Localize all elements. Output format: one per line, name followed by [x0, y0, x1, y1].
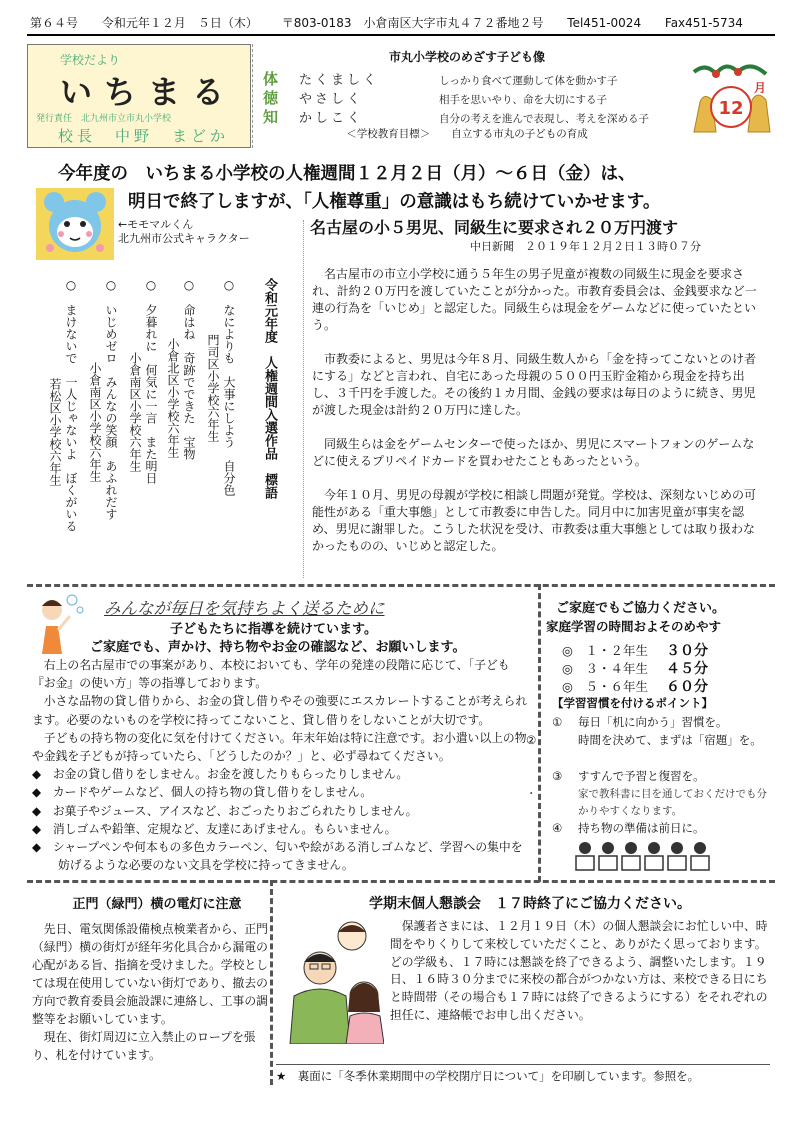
habit-text: 持ち物の準備は前日に。 [578, 821, 705, 835]
masthead-principal: 校長 中野 まどか [58, 127, 230, 145]
ideal-key: 体 [263, 70, 279, 88]
headline-line-1: 今年度の いちまる小学校の人権週間１２月２日（月）～６日（金）は、 [58, 164, 636, 184]
poem-author: 小倉南区小学校六年生 [88, 362, 102, 482]
poem-news-divider [303, 220, 304, 578]
rule-item: ◆ お金の貸し借りをしません。お金を渡したりもらったりしません。 [32, 767, 409, 782]
rule-item: ◆ 消しゴムや鉛筆、定規など、友達にあげません。もらいません。 [32, 821, 397, 836]
back-page-note: ★ 裏面に「冬季休業期間中の学校閉庁日について」を印刷しています。参照を。 [276, 1069, 700, 1083]
ideal-row-virtue [263, 87, 673, 105]
grade-label: １・２年生 [585, 643, 648, 658]
middle-section-title: みんなが毎日を気持ちよく送るために [104, 599, 385, 618]
habit-text: 家で教科書に目を通しておくだけでも分かりやすくなります。 [578, 788, 767, 817]
header-rule [27, 34, 775, 36]
section-divider-bottom [27, 880, 775, 883]
poem-text: ○ 夕暮れに 何気に一言 また明日 [144, 278, 158, 484]
news-paragraph: 市教委によると、男児は今年８月、同級生数人から「金を持ってこないとのけ者にする」などと言われ、自宅にあった母親の５００円玉貯金箱から現金を持ち出し、３千円を手渡した。その後約１カ月間、金銭の要求は毎日のように続き、男児が渡した現金は計約２０万円に達した。 [312, 352, 757, 417]
issue-number: 第６４号 [30, 16, 79, 30]
habit-item [526, 786, 767, 820]
habit-item [526, 732, 767, 749]
rule-item: ◆ シャープペンや何本もの多色カラーペン、匂いや絵がある消しゴムなど、学習への集中を妨げるような必要のない文具を学校に持ってきません。 [32, 840, 523, 873]
rule-item: ◆ お菓子やジュース、アイスなど、おごったりおごられたりしません。 [32, 803, 418, 818]
poem-text: ○ まけないで 一人じゃないよ ぼくがいる [64, 278, 78, 532]
human-rights-headline [40, 160, 760, 216]
grade-mark: ◎ [562, 643, 573, 658]
habit-text: すすんで予習と復習を。 [578, 769, 705, 783]
ideal-title: 市丸小学校のめざす子ども像 [388, 50, 545, 64]
habit-text: 毎日「机に向かう」習慣を。 [578, 715, 728, 729]
news-paragraph: 名古屋市の市立小学校に通う５年生の男子児童が複数の同級生に現金を要求され、計約２０万円を渡していたことが分かった。市教育委員会は、金銭要求など一連の行為を「いじめ」と認定した。同級生らは現金をゲームなどに使っていたという。 [312, 267, 757, 332]
grade-row [562, 676, 708, 696]
middle-paragraph: 子どもの持ち物の変化に気を付けてください。年末年始は特に注意です。お小遣い以上の物や金銭を子どもが持っていたら、「どうしたのか？」と、必ず尋ねてください。 [32, 730, 527, 764]
mascot-caption-desc: 北九州市公式キャラクター [118, 232, 250, 245]
gate-paragraph: 先日、電気関係設備検点検業者から、正門（緑門）横の街灯が経年劣化具合から漏電の心配がある旨、指摘を受けました。学校としては現在使用していない街灯であり、撤去の方向で教育委員会施設課に連絡し、工事の調整等をお願いしています。 [32, 922, 268, 1026]
habit-item [552, 768, 767, 785]
middle-paragraph: 右上の名古屋市での事案があり、本校においても、学年の発達の段階に応じて、「子ども『お金』の使い方」等の指導しております。 [32, 658, 510, 691]
conference-title: 学期末個人懇談会 １７時終了にご協力ください。 [369, 896, 691, 912]
news-source: 中日新聞 ２０１９年１２月２日１３時０７分 [470, 240, 701, 253]
ideal-row-body [263, 68, 673, 86]
grade-label: ３・４年生 [585, 661, 648, 676]
conference-body [390, 918, 768, 1025]
school-goal: ＜学校教育目標＞ 自立する市丸の子どもの育成 [346, 128, 588, 140]
ideal-value: たくましく [299, 73, 380, 88]
home-study-subtitle: 家庭学習の時間およそのめやす [546, 619, 722, 634]
habit-num: ② [526, 733, 537, 747]
poem-author: 門司区小学校六年生 [206, 334, 220, 442]
masthead-issuer: 発行責任 北九州市立市丸小学校 [36, 114, 172, 124]
masthead-title: いちまる [60, 73, 237, 111]
poem-text: ○ なによりも 大事にしよう 自分色 [222, 278, 236, 496]
middle-subtitle-2: ご家庭でも、声かけ、持ち物やお金の確認など、お願いします。 [90, 640, 466, 655]
habit-item [552, 714, 767, 731]
poem-author: 小倉南区小学校六年生 [128, 352, 142, 472]
masthead-subtitle: 学校だより [60, 53, 121, 67]
habit-num: ④ [552, 821, 563, 835]
grade-row [562, 640, 708, 660]
ideal-child-box [252, 44, 680, 148]
mascot-caption [118, 218, 250, 246]
ideal-key: 徳 [263, 89, 279, 107]
note-rule [276, 1064, 770, 1065]
poems-block [36, 278, 298, 578]
middle-paragraph: 小さな品物の貸し借りから、お金の貸し借りやその強要にエスカレートすることが考えられます。必要のないものを学校に持ってこないこと、貸し借りをしないことが大切です。 [32, 694, 528, 727]
gate-light-title: 正門（緑門）横の電灯に注意 [72, 897, 242, 912]
ideal-desc: 自分の考えを進んで表現し、考えを深める子 [439, 113, 649, 125]
rule-item: ◆ カードやゲームなど、個人の持ち物の貸し借りをしません。 [32, 785, 373, 800]
gate-paragraph: 現在、街灯周辺に立入禁止のロープを張り、札を付けています。 [32, 1030, 256, 1062]
issue-date: 令和元年１２月 ５日（木） [101, 16, 258, 30]
habit-title: 【学習習慣を付けるポイント】 [552, 696, 713, 710]
poems-title: 令和元年度 人権週間入選作品 標語 [262, 278, 277, 499]
poem-author: 若松区小学校六年生 [48, 378, 62, 486]
middle-body [32, 656, 530, 874]
ideal-key: 知 [263, 108, 279, 126]
ideal-value: やさしく [299, 92, 364, 107]
grade-label: ５・６年生 [585, 679, 648, 694]
girl-with-bubbles-illustration [34, 592, 84, 658]
mascot-caption-name: ←モモマルくん [118, 218, 194, 231]
middle-subtitle-1: 子どもたちに指導を続けています。 [170, 622, 377, 637]
header-line [30, 14, 770, 32]
ideal-value: かしこく [299, 111, 364, 126]
grade-mark: ◎ [562, 661, 573, 676]
conference-paragraph: 保護者さまには、１２月１９日（木）の個人懇談会にお忙しい中、時間をやりくりして来校していただくこと、ありがたく思っております。どの学級も、１７時には懇談を終了できるよう、調整いたします。１９日、１６時３０分までに来校の都合がつかない方は、来校できる日にちと時間帯（その場合も１７時には終了できるようにする）をそれぞれの担任に、連絡帳でお申し出ください。 [390, 919, 768, 1022]
month-badge-number: 12 [718, 98, 744, 119]
habit-num: ・ [526, 788, 537, 800]
home-study-title: ご家庭でもご協力ください。 [556, 601, 726, 616]
news-paragraph: 今年１０月、男児の母親が学校に相談し問題が発覚。学校は、深刻ないじめの可能性がある「重大事態」として市教委に申告した。同月中に加害児童が事実を認め、男児に謝罪した。こうした状況を受け、市教委は重大事態としては取り扱わなかったものの、いじめと認定した。 [312, 488, 757, 553]
habit-num: ③ [552, 769, 563, 783]
section-divider-top [27, 584, 775, 587]
teacher-parent-meeting-illustration [276, 916, 384, 1044]
momomaru-mascot-illustration [36, 188, 114, 260]
habit-num: ① [552, 715, 563, 729]
masthead [27, 44, 251, 148]
month-badge-illustration [686, 52, 776, 142]
poem-text: ○ 命はね 奇跡でできた 宝物 [182, 278, 196, 460]
school-address: 〒803-0183 小倉南区大字市丸４７２番地２号 [281, 16, 544, 30]
grade-row [562, 658, 708, 678]
habit-item [552, 820, 767, 837]
school-tel: Tel451-0024 [567, 16, 642, 30]
grade-time: ４５分 [665, 661, 708, 677]
ideal-row-knowledge [263, 106, 673, 124]
poem-text: ○ いじめゼロ みんなの笑顔 あふれだす [104, 278, 118, 520]
section-divider-middle [538, 584, 541, 882]
month-badge-unit: 月 [753, 81, 767, 95]
poem-author: 小倉北区小学校六年生 [166, 338, 180, 458]
studying-children-illustration [570, 840, 720, 874]
news-body [312, 266, 764, 572]
headline-line-2: 明日で終了しますが、「人権尊重」の意識はもち続けていかせます。 [128, 192, 661, 212]
grade-time: ３０分 [665, 643, 708, 659]
ideal-desc: しっかり食べて運動して体を動かす子 [439, 75, 618, 87]
habit-text: 時間を決めて、まずは「宿題」を。 [578, 733, 762, 747]
grade-mark: ◎ [562, 679, 573, 694]
grade-time: ６０分 [665, 679, 708, 695]
gate-light-body [32, 920, 268, 1064]
news-paragraph: 同級生らは金をゲームセンターで使ったほか、男児にスマートフォンのゲームなどに使えるプリペイドカードを買わせたこともあったという。 [312, 437, 755, 468]
ideal-desc: 相手を思いやり、命を大切にする子 [439, 94, 607, 106]
news-title: 名古屋の小５男児、同級生に要求され２０万円渡す [310, 218, 679, 237]
school-fax: Fax451-5734 [664, 16, 743, 30]
